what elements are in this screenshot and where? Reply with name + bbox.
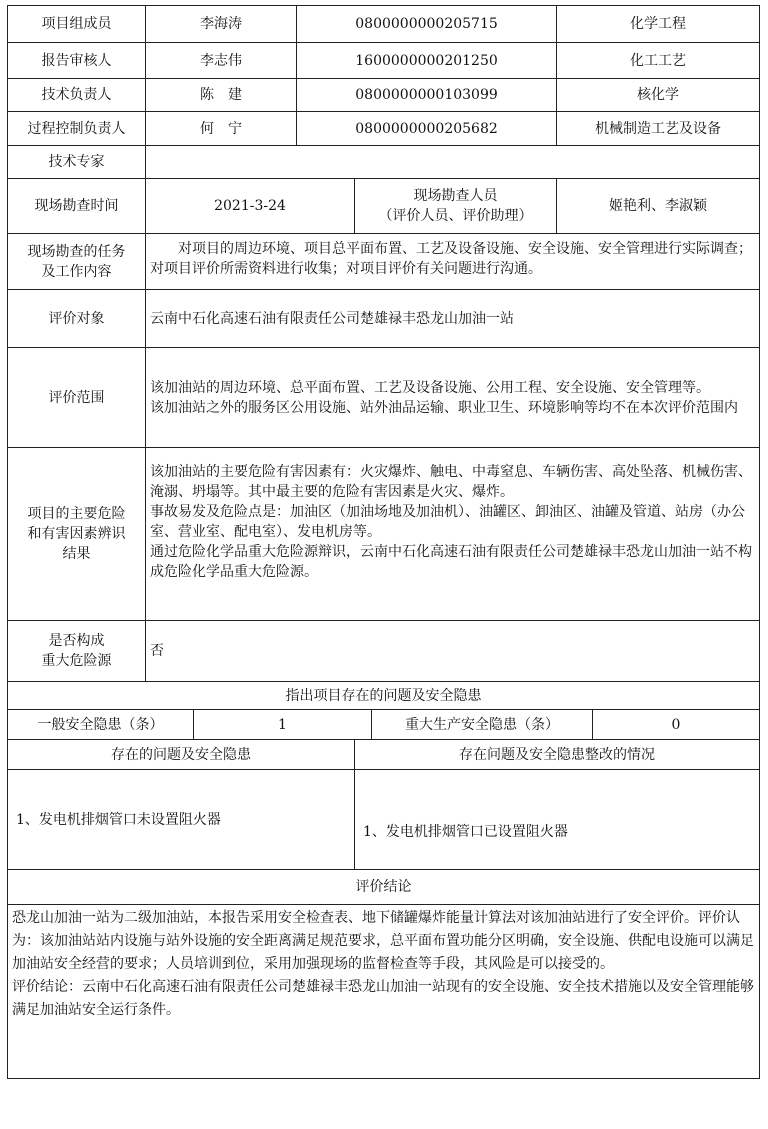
- member-row: [8, 43, 760, 79]
- general-hazard-count: 1: [194, 710, 372, 740]
- scope-text: [146, 348, 760, 448]
- member-name: 何 宁: [146, 112, 297, 146]
- major-hazard-label-line: 是否构成: [48, 633, 105, 649]
- expert-label: 技术专家: [8, 146, 146, 179]
- conclusion-paragraph: 评价结论：云南中石化高速石油有限责任公司楚雄禄丰恐龙山加油一站现有的安全设施、安全技术措施以及安全管理能够满足加油站安全运行条件。: [12, 979, 754, 1018]
- major-hazard-count-label: 重大生产安全隐患（条）: [372, 710, 593, 740]
- hazards-row: [8, 448, 760, 621]
- major-hazard-value: 否: [146, 621, 760, 682]
- task-label: [8, 234, 146, 290]
- survey-staff-label: [355, 179, 557, 234]
- task-row: [8, 234, 760, 290]
- rectification-text: 1、发电机排烟管口已设置阻火器: [355, 770, 760, 870]
- issues-heading: 指出项目存在的问题及安全隐患: [8, 682, 760, 710]
- major-hazard-count: 0: [593, 710, 760, 740]
- evaluation-summary-sheet: [7, 5, 759, 1079]
- member-name: 李海涛: [146, 6, 297, 43]
- issues-heading-row: [8, 682, 760, 710]
- survey-staff-label-line: （评价人员、评价助理）: [378, 208, 533, 224]
- member-name: 陈 建: [146, 79, 297, 112]
- problem-text: 1、发电机排烟管口未设置阻火器: [8, 770, 355, 870]
- hazards-text: [146, 448, 760, 621]
- scope-paragraph: 该加油站之外的服务区公用设施、站外油品运输、职业卫生、环境影响等均不在本次评价范围内: [150, 399, 738, 416]
- scope-label: 评价范围: [8, 348, 146, 448]
- member-field: 核化学: [557, 79, 760, 112]
- member-row: [8, 79, 760, 112]
- hazards-label-line: 项目的主要危险: [27, 506, 126, 522]
- object-text: 云南中石化高速石油有限责任公司楚雄禄丰恐龙山加油一站: [146, 290, 760, 348]
- task-text: 对项目的周边环境、项目总平面布置、工艺及设备设施、安全设施、安全管理进行实际调查；对项目评价所需资料进行收集；对项目评价有关问题进行沟通。: [146, 234, 760, 290]
- member-id: 1600000000201250: [297, 43, 557, 79]
- hazards-label: [8, 448, 146, 621]
- member-id: 0800000000205682: [297, 112, 557, 146]
- hazards-paragraph: 该加油站的主要危险有害因素有：火灾爆炸、触电、中毒窒息、车辆伤害、高处坠落、机械伤害、淹溺、坍塌等。其中最主要的危险有害因素是火灾、爆炸。: [150, 464, 752, 500]
- issues-column-header-row: [8, 740, 760, 770]
- conclusion-body-row: [8, 905, 760, 1079]
- expert-value: [146, 146, 760, 179]
- major-hazard-label: [8, 621, 146, 682]
- member-role: 报告审核人: [8, 43, 146, 79]
- member-role: 过程控制负责人: [8, 112, 146, 146]
- member-field: 化工工艺: [557, 43, 760, 79]
- conclusion-heading-row: [8, 870, 760, 905]
- scope-row: [8, 348, 760, 448]
- major-hazard-row: [8, 621, 760, 682]
- major-hazard-label-line: 重大危险源: [41, 653, 112, 669]
- member-role: 技术负责人: [8, 79, 146, 112]
- survey-time-value: 2021-3-24: [146, 179, 355, 234]
- hazards-label-line: 结果: [62, 546, 91, 562]
- hazards-label-line: 和有害因素辨识: [27, 526, 126, 542]
- issues-column-right: 存在问题及安全隐患整改的情况: [355, 740, 760, 770]
- conclusion-heading: 评价结论: [8, 870, 760, 905]
- survey-staff-label-line: 现场勘查人员: [413, 188, 498, 204]
- summary-table: [7, 5, 760, 1079]
- object-label: 评价对象: [8, 290, 146, 348]
- member-row: [8, 6, 760, 43]
- object-row: [8, 290, 760, 348]
- task-label-line: 及工作内容: [41, 263, 112, 280]
- issues-detail-row: [8, 770, 760, 870]
- member-name: 李志伟: [146, 43, 297, 79]
- conclusion-paragraph: 恐龙山加油一站为二级加油站，本报告采用安全检查表、地下储罐爆炸能量计算法对该加油站进行了安全评价。评价认为：该加油站站内设施与站外设施的安全距离满足规范要求，总平面布置功能分区明确，安全设施、供配电设施可以满足加油站安全经营的要求；人员培训到位，采用加强现场的监督检查等手段，其风险是可以接受的。: [12, 910, 754, 972]
- member-id: 0800000000103099: [297, 79, 557, 112]
- member-field: 化学工程: [557, 6, 760, 43]
- survey-staff-value: 姬艳利、李淑颖: [557, 179, 760, 234]
- task-label-line: 现场勘查的任务: [27, 243, 126, 260]
- member-row: [8, 112, 760, 146]
- issues-column-left: 存在的问题及安全隐患: [8, 740, 355, 770]
- member-id: 0800000000205715: [297, 6, 557, 43]
- survey-row: [8, 179, 760, 234]
- survey-time-label: 现场勘查时间: [8, 179, 146, 234]
- member-role: 项目组成员: [8, 6, 146, 43]
- expert-row: [8, 146, 760, 179]
- member-field: 机械制造工艺及设备: [557, 112, 760, 146]
- scope-paragraph: 该加油站的周边环境、总平面布置、工艺及设备设施、公用工程、安全设施、安全管理等。: [150, 379, 710, 396]
- issues-count-row: [8, 710, 760, 740]
- hazards-paragraph: 事故易发及危险点是：加油区（加油场地及加油机）、油罐区、卸油区、油罐及管道、站房（办公室、营业室、配电室）、发电机房等。: [150, 504, 745, 540]
- general-hazard-label: 一般安全隐患（条）: [8, 710, 194, 740]
- hazards-paragraph: 通过危险化学品重大危险源辩识，云南中石化高速石油有限责任公司楚雄禄丰恐龙山加油一站不构成危险化学品重大危险源。: [150, 544, 752, 580]
- conclusion-text: [8, 905, 760, 1079]
